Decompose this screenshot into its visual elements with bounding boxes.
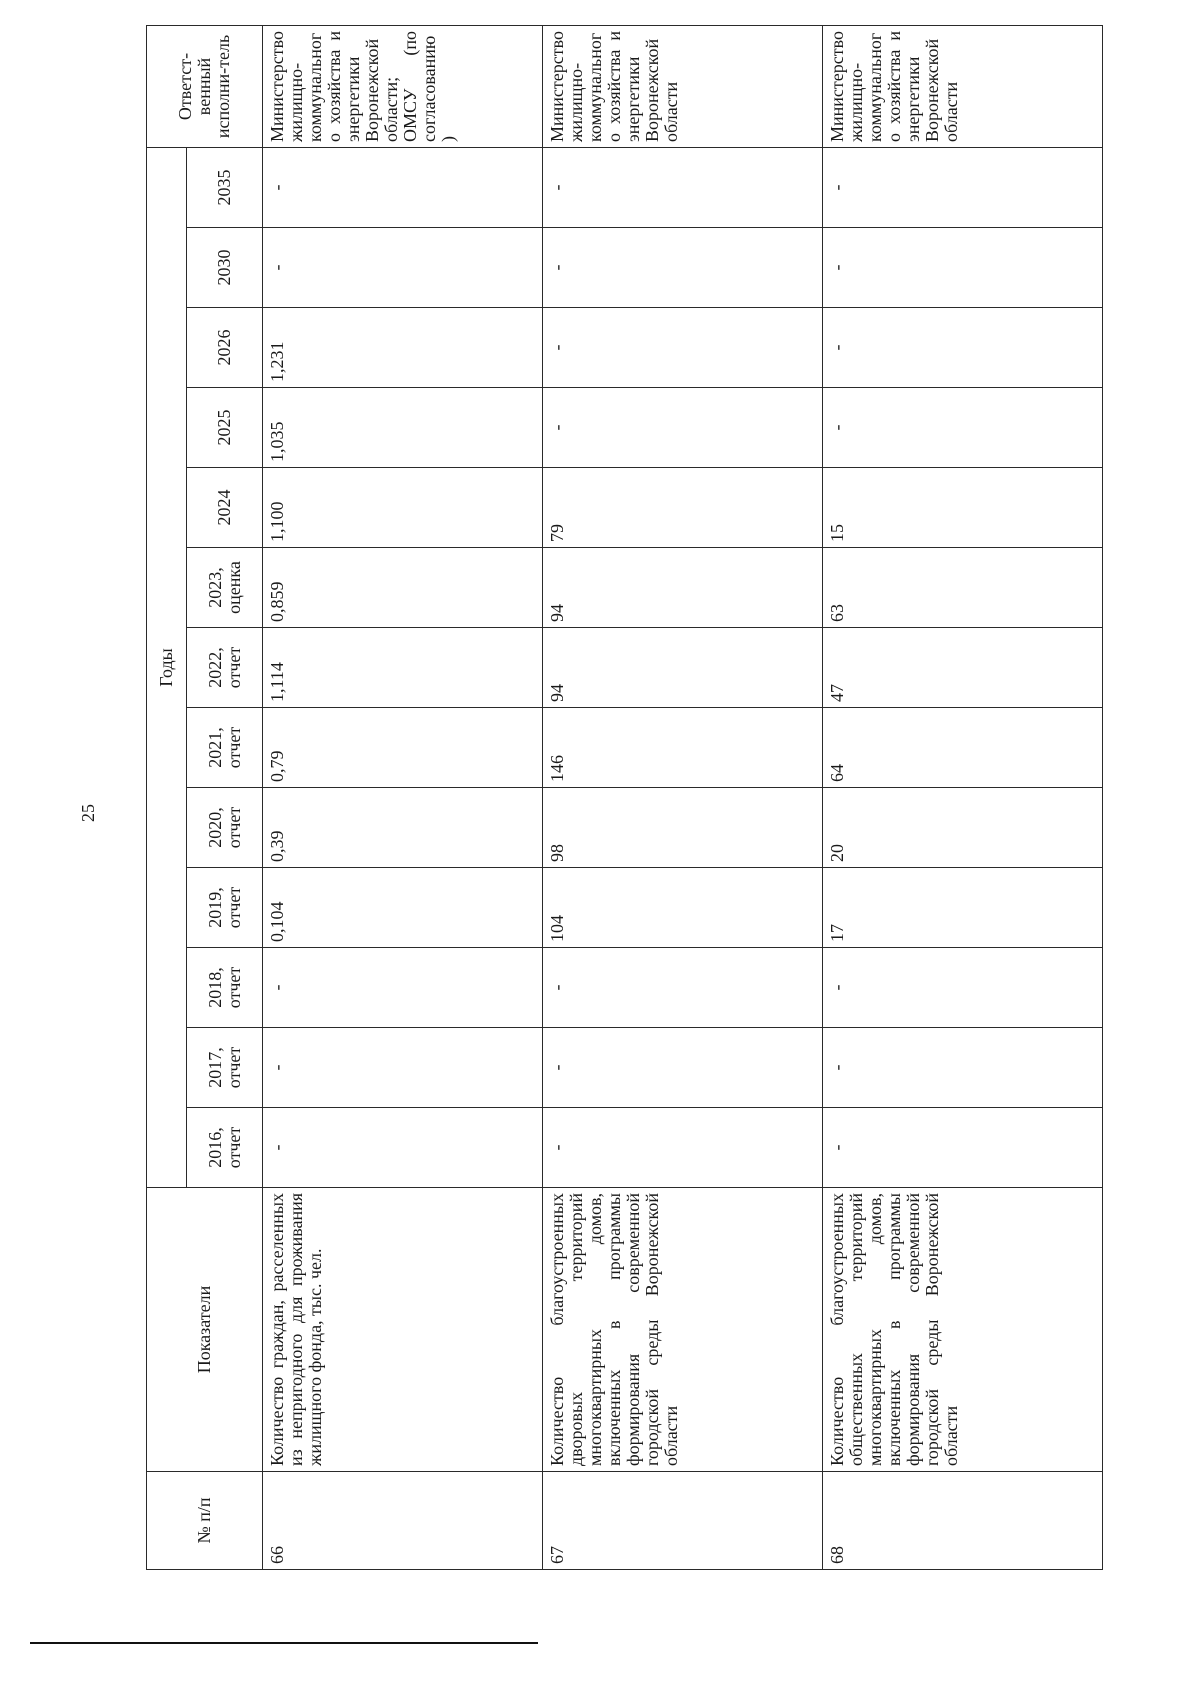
header-year: 2017, отчет [187, 1028, 263, 1108]
year-value: 20 [823, 788, 1103, 868]
year-value: - [543, 948, 823, 1028]
year-value: - [263, 1028, 543, 1108]
year-value: 0,79 [263, 708, 543, 788]
responsible-executor: Министерство жилищно-коммунального хозяйства и энергетики Воронежской области [543, 26, 823, 148]
year-value: 63 [823, 548, 1103, 628]
row-number: 67 [543, 1472, 823, 1570]
header-number: № п/п [147, 1472, 263, 1570]
header-year: 2023, оценка [187, 548, 263, 628]
header-year: 2024 [187, 468, 263, 548]
year-value: 0,859 [263, 548, 543, 628]
year-value: - [823, 948, 1103, 1028]
header-year: 2016, отчет [187, 1108, 263, 1188]
table-row [543, 26, 823, 1570]
header-year: 2030 [187, 228, 263, 308]
indicators-table [146, 25, 1103, 1570]
row-number: 68 [823, 1472, 1103, 1570]
year-value: - [263, 948, 543, 1028]
header-row [147, 26, 187, 1570]
year-value: 1,231 [263, 308, 543, 388]
year-value: - [263, 1108, 543, 1188]
indicator-name: Количество благоустроенных общественных территорий многоквартирных домов, включенных в программы формирования современной городской среды Воронежской области [823, 1188, 1103, 1472]
year-value: 1,100 [263, 468, 543, 548]
year-value: 0,104 [263, 868, 543, 948]
year-value: - [823, 308, 1103, 388]
year-value: 94 [543, 548, 823, 628]
page-number: 25 [78, 804, 98, 822]
header-responsible: Ответст-венный исполни-тель [147, 26, 263, 148]
responsible-executor: Министерство жилищно-коммунального хозяйства и энергетики Воронежской области [823, 26, 1103, 148]
year-value: - [263, 228, 543, 308]
year-value: 79 [543, 468, 823, 548]
year-value: - [823, 1108, 1103, 1188]
year-value: - [543, 308, 823, 388]
year-value: 98 [543, 788, 823, 868]
year-value: 146 [543, 708, 823, 788]
year-value: 104 [543, 868, 823, 948]
year-value: 0,39 [263, 788, 543, 868]
header-years-group: Годы [147, 148, 187, 1188]
header-year: 2026 [187, 308, 263, 388]
header-year: 2019, отчет [187, 868, 263, 948]
header-year: 2025 [187, 388, 263, 468]
header-year: 2020, отчет [187, 788, 263, 868]
header-indicators: Показатели [147, 1188, 263, 1472]
year-value: 15 [823, 468, 1103, 548]
year-value: - [823, 148, 1103, 228]
table-row [823, 26, 1103, 1570]
year-value: 1,035 [263, 388, 543, 468]
row-number: 66 [263, 1472, 543, 1570]
indicator-name: Количество благоустроенных дворовых территорий многоквартирных домов, включенных в программы формирования современной городской среды Воронежской области [543, 1188, 823, 1472]
table-row [263, 26, 543, 1570]
year-value: - [543, 148, 823, 228]
year-value: - [543, 388, 823, 468]
table-body [263, 26, 1103, 1570]
header-year: 2018, отчет [187, 948, 263, 1028]
year-value: 47 [823, 628, 1103, 708]
year-value: - [543, 228, 823, 308]
year-value: - [263, 148, 543, 228]
header-year: 2022, отчет [187, 628, 263, 708]
year-value: - [543, 1108, 823, 1188]
footer-divider [30, 1642, 538, 1644]
year-value: 17 [823, 868, 1103, 948]
year-value: - [823, 388, 1103, 468]
year-value: - [823, 228, 1103, 308]
year-value: 64 [823, 708, 1103, 788]
year-value: - [543, 1028, 823, 1108]
header-year: 2021, отчет [187, 708, 263, 788]
responsible-executor: Министерство жилищно-коммунального хозяйства и энергетики Воронежской области; ОМСУ (по согласованию) [263, 26, 543, 148]
header-year: 2035 [187, 148, 263, 228]
year-value: 1,114 [263, 628, 543, 708]
year-value: - [823, 1028, 1103, 1108]
year-value: 94 [543, 628, 823, 708]
indicator-name: Количество граждан, расселенных из непригодного для проживания жилищного фонда, тыс. чел. [263, 1188, 543, 1472]
